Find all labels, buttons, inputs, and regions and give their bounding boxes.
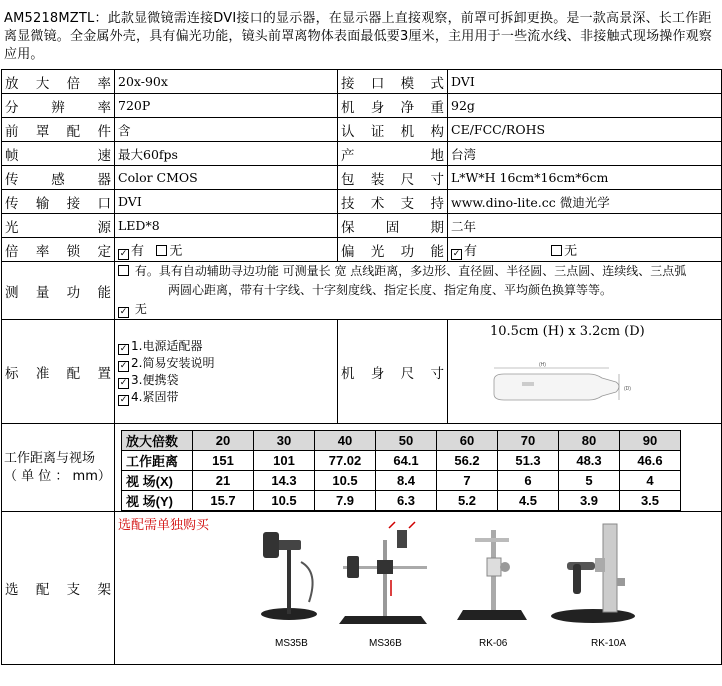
std-item-checkbox-4[interactable]: ✓ (119, 394, 128, 405)
distance-cell: 14.3 (254, 471, 315, 491)
spec-label: 前 罩 配 件 (2, 118, 115, 142)
stand-ms36b-caption: MS36B (369, 638, 402, 649)
distance-header-cell: 放大倍数 (122, 431, 193, 451)
spec-value: 720P (115, 94, 338, 118)
distance-cell: 8.4 (376, 471, 437, 491)
optional-label: 选 配 支 架 (2, 512, 115, 665)
spec-value: LED*8 (115, 214, 338, 238)
distance-cell: 10.5 (254, 491, 315, 511)
stand-rk06-caption: RK-06 (479, 638, 508, 649)
spec-value: Color CMOS (115, 166, 338, 190)
spec-label: 放 大 倍 率 (2, 70, 115, 94)
distance-data-row (122, 491, 681, 511)
spec-label: 光 源 (2, 214, 115, 238)
distance-data-row (122, 471, 681, 491)
distance-cell: 3.5 (620, 491, 681, 511)
spec-value: CE/FCC/ROHS (448, 118, 722, 142)
spec-row (2, 190, 722, 214)
polarizer-label: 偏 光 功 能 (338, 238, 448, 262)
distance-cell: 5 (559, 471, 620, 491)
spec-value: L*W*H 16cm*16cm*6cm (448, 166, 722, 190)
spec-label: 接 口 模 式 (338, 70, 448, 94)
measure-row (2, 262, 722, 320)
polarizer-no-checkbox[interactable] (551, 245, 562, 256)
std-item-checkbox-1[interactable]: ✓ (119, 343, 128, 354)
std-item-1: 1.电源适配器 (131, 338, 203, 353)
distance-row-label: 视 场(X) (122, 471, 193, 491)
dim-d-label: (D) (624, 386, 631, 392)
distance-header-cell: 20 (193, 431, 254, 451)
dim-h-label: (H) (539, 362, 546, 368)
polarizer-yes-label: 有 (464, 243, 478, 259)
measure-label: 测 量 功 能 (2, 262, 115, 320)
body-size-label: 机 身 尺 寸 (338, 320, 448, 424)
distance-cell: 101 (254, 451, 315, 471)
optional-row (2, 512, 722, 665)
spec-label: 传 感 器 (2, 166, 115, 190)
spec-value: 最大60fps (115, 142, 338, 166)
stand-rk10a-image (543, 518, 643, 628)
distance-cell: 56.2 (437, 451, 498, 471)
microscope-diagram (484, 358, 664, 412)
distance-cell: 6.3 (376, 491, 437, 511)
measure-no-label: 无 (134, 302, 147, 316)
stand-ms35b-image (249, 522, 329, 626)
distance-cell: 4.5 (498, 491, 559, 511)
spec-value: DVI (115, 190, 338, 214)
lock-no-checkbox[interactable] (156, 245, 167, 256)
spec-label: 技 术 支 持 (338, 190, 448, 214)
lock-label: 倍 率 锁 定 (2, 238, 115, 262)
spec-row (2, 166, 722, 190)
standard-row (2, 320, 722, 424)
lock-yes-checkbox[interactable]: ✓ (119, 248, 128, 259)
polarizer-yes-checkbox[interactable]: ✓ (452, 248, 461, 259)
distance-cell: 21 (193, 471, 254, 491)
measure-no-checkbox[interactable]: ✓ (119, 307, 128, 317)
measure-yes-text-2: 两圆心距离，带有十字线、十字刻度线、指定长度、指定角度、平均颜色换算等等。 (168, 283, 613, 297)
distance-cell: 48.3 (559, 451, 620, 471)
std-item-checkbox-2[interactable]: ✓ (119, 360, 128, 371)
spec-label: 认 证 机 构 (338, 118, 448, 142)
spec-label: 包 装 尺 寸 (338, 166, 448, 190)
measure-yes-text: 有。具有自动辅助寻边功能 可测量长 宽 点线距离，多边形、直径圆、半径圆、三点圆、连续线、三点弧 (134, 264, 687, 278)
standard-label: 标 准 配 置 (2, 320, 115, 424)
lock-yes-label: 有 (131, 243, 145, 259)
distance-header-cell: 60 (437, 431, 498, 451)
distance-cell: 5.2 (437, 491, 498, 511)
lock-no-label: 无 (169, 243, 183, 259)
distance-header-cell: 50 (376, 431, 437, 451)
distance-cell: 3.9 (559, 491, 620, 511)
spec-label: 传 输 接 口 (2, 190, 115, 214)
spec-row (2, 94, 722, 118)
body-dimensions: 10.5cm (H) x 3.2cm (D) (490, 324, 645, 339)
spec-label: 分 辨 率 (2, 94, 115, 118)
distance-header-cell: 30 (254, 431, 315, 451)
distance-label: 工作距离与视场 (4, 450, 96, 466)
distance-cell: 46.6 (620, 451, 681, 471)
spec-value: www.dino-lite.cc 微迪光学 (448, 190, 722, 214)
stand-ms36b-image (335, 520, 435, 628)
product-intro: AM5218MZTL：此款显微镜需连接DVI接口的显示器，在显示器上直接观察，前罩可拆卸更换。是一款高景深、长工作距离显微镜。全金属外壳，具有偏光功能，镜头前罩离物体表面最低要3厘米，主用用于一些流水线、非接触式现场操作观察应用。 (4, 11, 713, 62)
distance-header-cell: 40 (315, 431, 376, 451)
distance-row (2, 424, 722, 512)
measure-yes-checkbox[interactable] (118, 265, 129, 276)
spec-label: 产 地 (338, 142, 448, 166)
distance-cell: 6 (498, 471, 559, 491)
stand-rk10a-caption: RK-10A (591, 638, 627, 649)
std-item-4: 4.紧固带 (131, 389, 179, 404)
distance-row-label: 视 场(Y) (122, 491, 193, 511)
spec-table (1, 69, 722, 665)
spec-row (2, 142, 722, 166)
distance-cell: 77.02 (315, 451, 376, 471)
spec-value: 台湾 (448, 142, 722, 166)
spec-value: 92g (448, 94, 722, 118)
polarizer-no-label: 无 (564, 243, 578, 259)
distance-cell: 7 (437, 471, 498, 491)
distance-cell: 151 (193, 451, 254, 471)
spec-label: 帧 速 (2, 142, 115, 166)
distance-header-cell: 70 (498, 431, 559, 451)
spec-value: 二年 (448, 214, 722, 238)
distance-cell: 51.3 (498, 451, 559, 471)
spec-value: 含 (115, 118, 338, 142)
distance-cell: 64.1 (376, 451, 437, 471)
distance-table (121, 430, 681, 511)
distance-cell: 7.9 (315, 491, 376, 511)
distance-header-cell: 90 (620, 431, 681, 451)
std-item-2: 2.简易安装说明 (131, 355, 215, 370)
spec-row (2, 118, 722, 142)
optional-note: 选配需单独购买 (118, 518, 210, 533)
lock-row (2, 238, 722, 262)
spec-row (2, 214, 722, 238)
std-item-checkbox-3[interactable]: ✓ (119, 377, 128, 388)
spec-label: 保 固 期 (338, 214, 448, 238)
distance-unit: （ 单 位 ： mm） (4, 468, 111, 484)
distance-row-label: 工作距离 (122, 451, 193, 471)
distance-cell: 15.7 (193, 491, 254, 511)
distance-cell: 10.5 (315, 471, 376, 491)
distance-header-cell: 80 (559, 431, 620, 451)
spec-value: DVI (448, 70, 722, 94)
spec-row (2, 70, 722, 94)
spec-value: 20x-90x (115, 70, 338, 94)
stand-rk06-image (445, 522, 535, 626)
spec-label: 机 身 净 重 (338, 94, 448, 118)
stand-ms35b-caption: MS35B (275, 638, 308, 649)
std-item-3: 3.便携袋 (131, 372, 179, 387)
distance-data-row (122, 451, 681, 471)
distance-header-row (122, 431, 681, 451)
distance-cell: 4 (620, 471, 681, 491)
